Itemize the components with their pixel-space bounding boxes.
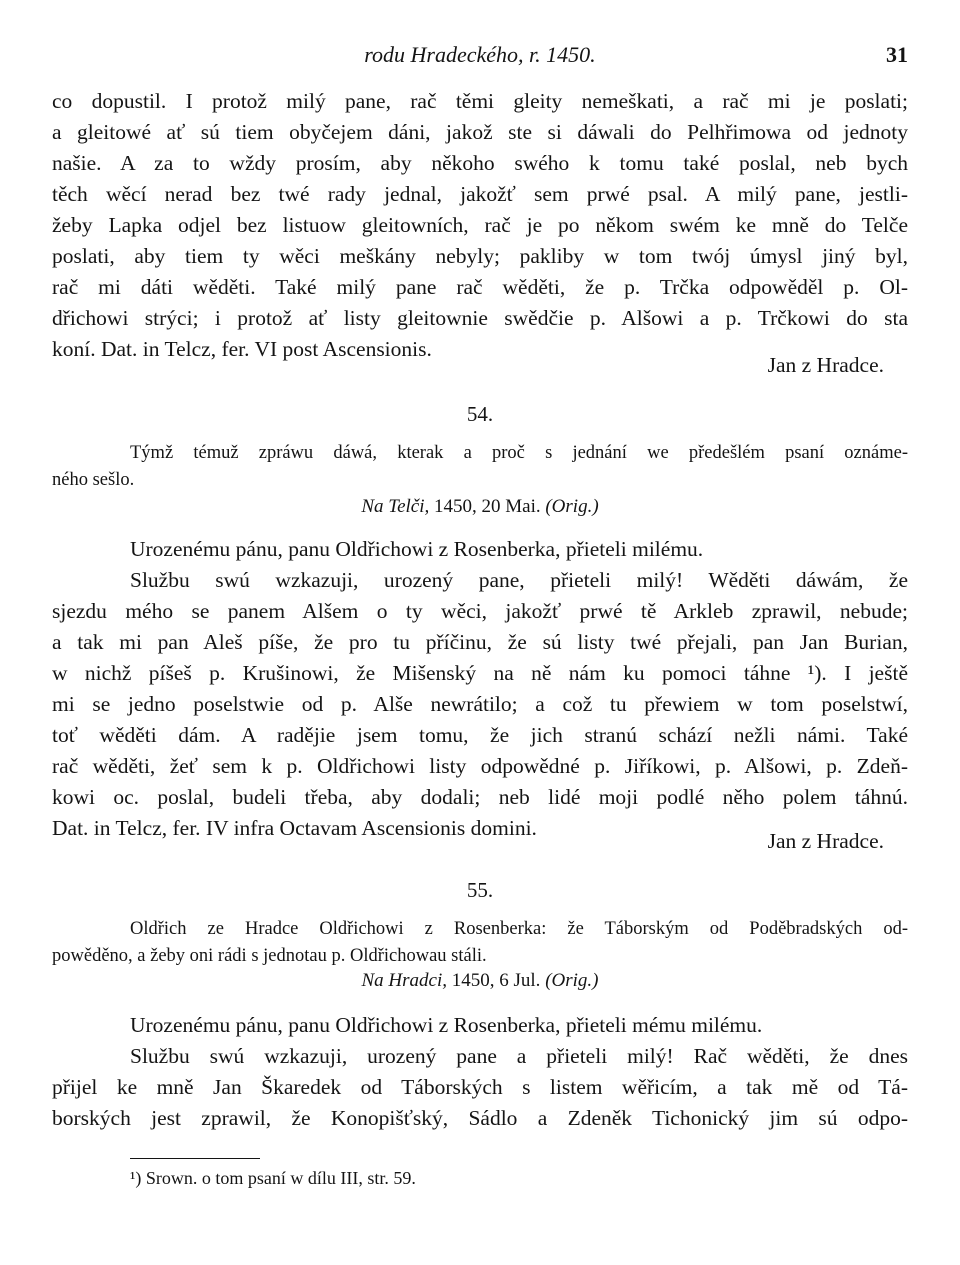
summary-line: Oldřich ze Hradce Oldřichowi z Rosenberka: že Táborským od Poděbradských od- <box>130 919 908 939</box>
text-line: rač mi dáti wěděti. Také milý pane rač wěděti, že p. Trčka odpowěděl p. Ol- <box>52 275 908 299</box>
text-line: a tak mi pan Aleš píše, že pro tu příčinu, že sú listy twé přejali, pan Jan Burian, <box>52 630 908 654</box>
date-place: Na Hradci, <box>361 970 447 991</box>
date-text: 1450, 6 Jul. <box>451 970 541 991</box>
text-line: kowi oc. poslal, budeli třeba, aby dodali; neb lidé moji podlé něho polem táhnú. <box>52 785 908 809</box>
letter-number: 54. <box>466 402 494 426</box>
footnote-rule <box>130 1158 260 1159</box>
text-line: toť wěděti dám. A radějie jsem tomu, že jich stranú schází nežli námi. Také <box>52 723 908 747</box>
page-header <box>52 42 908 76</box>
date-text: 1450, 20 Mai. <box>434 496 541 517</box>
letter-summary <box>52 916 908 970</box>
text-line: těch wěcí nerad bez twé rady jednal, jakožť sem prwé psal. A milý pane, jestli- <box>52 182 908 206</box>
letter-address: Urozenému pánu, panu Oldřichowi z Rosenberka, přieteli mému milému. <box>130 1013 763 1037</box>
footnote-text: Srown. o tom psaní w dílu III, str. 59. <box>145 1168 416 1188</box>
summary-line: ného sešlo. <box>52 470 135 490</box>
text-line: sjezdu mého se panem Alšem o ty wěci, jakožť prwé tě Arkleb zprawil, nebude; <box>52 599 908 623</box>
text-line: co dopustil. I protož milý pane, rač těmi gleity nemeškati, a rač mi je poslati; <box>52 89 908 113</box>
date-orig: (Orig.) <box>545 496 599 517</box>
letter-date <box>52 496 908 518</box>
text-line: Službu swú wzkazuji, urozený pane a přieteli milý! Rač wěděti, že dnes <box>130 1044 908 1068</box>
letter-number: 55. <box>466 878 494 902</box>
text-line: přijel ke mně Jan Škaredek od Táborských s listem wěřicím, a tak mě od Tá- <box>52 1075 908 1099</box>
page-number: 31 <box>886 42 908 67</box>
text-line: a gleitowé ať sú tiem obyčejem dáni, jakož ste si dáwali do Pelhřimowa od jednoty <box>52 120 908 144</box>
running-title: rodu Hradeckého, r. 1450. <box>364 42 596 67</box>
signature: Jan z Hradce. <box>767 829 884 853</box>
letter-date <box>52 970 908 992</box>
letter-summary <box>52 440 908 494</box>
footnote <box>130 1168 416 1189</box>
text-line: našie. A za to wždy prosím, aby někoho swého k tomu také poslal, neb bych <box>52 151 908 175</box>
prev-letter-text <box>52 86 908 365</box>
letter-body <box>52 1010 908 1134</box>
text-line: mi se jedno poselstwie od p. Alše newrátilo; a což tu přewiem w tom poselstwí, <box>52 692 908 716</box>
letter-body <box>52 534 908 844</box>
text-line: dřichowi strýci; i protož ať listy gleitownie swědčie p. Alšowi a p. Trčkowi do sta <box>52 306 908 330</box>
text-line: borských jest zprawil, že Konopišťský, Sádlo a Zdeněk Tichonický jim sú odpo- <box>52 1106 908 1130</box>
date-orig: (Orig.) <box>545 970 599 991</box>
footnote-mark: ¹) <box>130 1168 142 1188</box>
date-place: Na Telči, <box>361 496 430 517</box>
text-line: koní. Dat. in Telcz, fer. VI post Ascensionis. <box>52 337 432 361</box>
text-line: w nichž píšeš p. Krušinowi, že Mišenský na ně nám ku pomoci táhne ¹). I ještě <box>52 661 908 685</box>
text-line: rač wěděti, žeť sem k p. Oldřichowi listy odpowědné p. Jiříkowi, p. Alšowi, p. Zdeň- <box>52 754 908 778</box>
letter-address: Urozenému pánu, panu Oldřichowi z Rosenberka, přieteli milému. <box>130 537 704 561</box>
summary-line: Týmž témuž zpráwu dáwá, kterak a proč s jednání we předešlém psaní oznáme- <box>130 443 908 463</box>
text-line: Službu swú wzkazuji, urozený pane, přieteli milý! Wěděti dáwám, že <box>130 568 908 592</box>
text-line: žeby Lapka odjel bez listuow gleitowních, rač je po někom swém ke mně do Telče <box>52 213 908 237</box>
summary-line: powěděno, a žeby oni rádi s jednotau p. Oldřichowau stáli. <box>52 946 487 966</box>
text-line: poslati, aby tiem ty wěci meškány nebyly; pakliby w tom twój úmysl jiný byl, <box>52 244 908 268</box>
text-line: Dat. in Telcz, fer. IV infra Octavam Ascensionis domini. <box>52 816 537 840</box>
signature: Jan z Hradce. <box>767 353 884 377</box>
